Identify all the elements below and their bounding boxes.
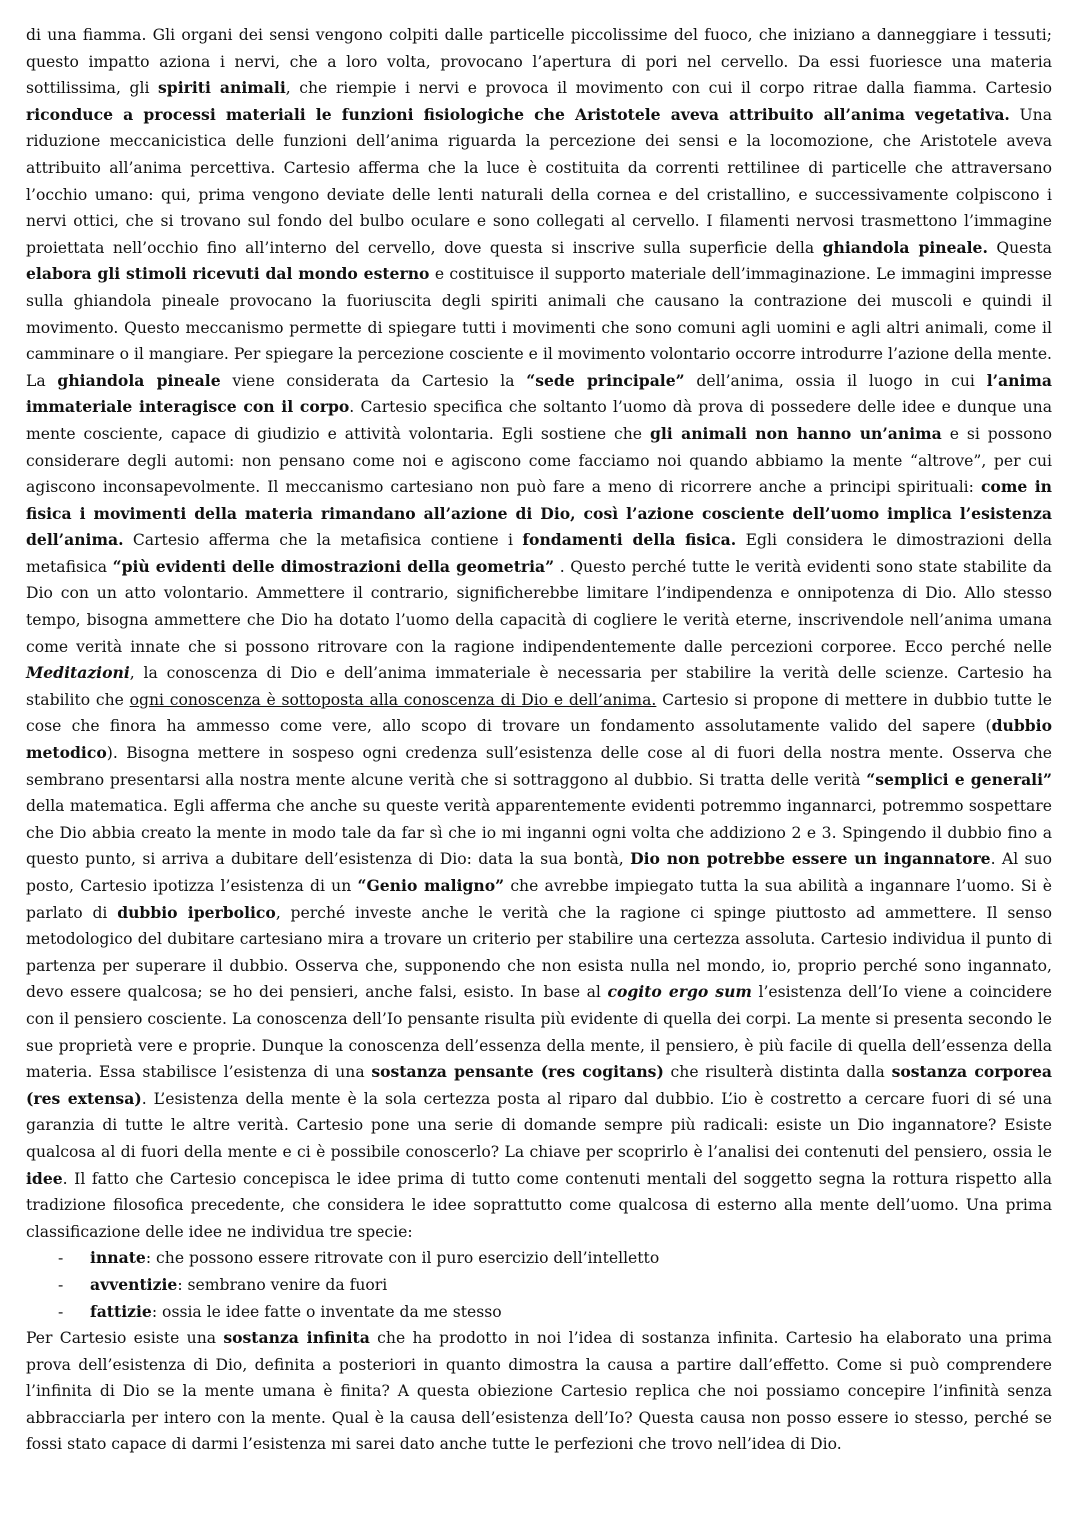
emphasis-text: cogito ergo sum bbox=[607, 982, 752, 1002]
text-run: Per Cartesio esiste una bbox=[26, 1329, 224, 1348]
emphasis-text: spiriti animali bbox=[158, 78, 286, 98]
emphasis-text: riconduce a processi materiali le funzioni fisiologiche che Aristotele aveva attribuito all’anima vegetativa. bbox=[26, 104, 1010, 124]
emphasis-text: ghiandola pineale. bbox=[822, 237, 988, 257]
emphasis-text: sostanza infinita bbox=[223, 1328, 370, 1348]
text-run: Cartesio afferma che la metafisica contiene i bbox=[123, 531, 523, 550]
text-run: l’esistenza dell’Io viene a coincidere con il pensiero cosciente. La conoscenza dell’Io pensante risulta più evidente di quella dei corpi. La mente si presenta secondo le sue proprietà vere e proprie. Dunque la conoscenza dell’essenza della mente, il pensiero, è più facile di quella dell’essenza della materia. Essa stabilisce l’esistenza di una bbox=[26, 983, 1052, 1082]
idea-types-list bbox=[26, 1245, 1052, 1325]
text-run: che risulterà distinta dalla bbox=[663, 1063, 892, 1082]
list-dash: - bbox=[58, 1275, 64, 1294]
text-run: . L’esistenza della mente è la sola certezza posta al riparo dal dubbio. L’io è costretto a cercare fuori di sé una garanzia di tutte le altre verità. Cartesio pone una serie di domande sempre più radicali: esiste un Dio ingannatore? Esiste qualcosa al di fuori della mente e ci è possibile conoscerlo? La chiave per scoprirlo è l’analisi dei contenuti del pensiero, ossia le bbox=[26, 1089, 1052, 1161]
text-run: della matematica. Egli afferma che anche su queste verità apparentemente evidenti potremmo ingannarci, potremmo sospettare che Dio abbia creato la mente in modo tale da far sì che io mi inganni ogni volta che addiziono 2 e 3. Spingendo il dubbio fino a questo punto, si arriva a dubitare dell’esistenza di Dio: data la sua bontà, bbox=[26, 797, 1052, 869]
emphasis-text: sostanza pensante (res cogitans) bbox=[371, 1062, 664, 1082]
emphasis-text: “più evidenti delle dimostrazioni della geometria” bbox=[112, 556, 555, 576]
emphasis-text: l’anima immateriale interagisce con il corpo bbox=[26, 370, 1053, 417]
list-term: avventizie bbox=[90, 1274, 178, 1294]
text-run: , perché investe anche le verità che la ragione ci spinge piuttosto ad ammettere. Il senso metodologico del dubitare cartesiano mira a trovare un criterio per stabilire una certezza assoluta. Cartesio individua il punto di partenza per superare il dubbio. Osserva che, supponendo che non esista nulla nel mondo, io, proprio perché sono ingannato, devo essere qualcosa; se ho dei pensieri, anche falsi, esisto. In base al bbox=[26, 903, 1052, 1002]
text-run: , la conoscenza di Dio e dell’anima immateriale è necessaria per stabilire la verità delle scienze. Cartesio ha stabilito che bbox=[26, 664, 1052, 709]
text-run: Una riduzione meccanicistica delle funzioni dell’anima riguarda la percezione dei sensi e la locomozione, che Aristotele aveva attribuito all’anima percettiva. Cartesio afferma che la luce è costituita da correnti rettilinee di particelle che attraversano l’occhio umano: qui, prima vengono deviate delle lenti naturali della cornea e del cristallino, e successivamente colpiscono i nervi ottici, che si trovano sul fondo del bulbo oculare e sono collegati al cervello. I filamenti nervosi trasmettono l’immagine proiettata nell’occhio fino all’interno del cervello, dove questa si inscrive sulla superficie della bbox=[26, 105, 1052, 257]
underlined-text: ogni conoscenza è sottoposta alla conoscenza di Dio e dell’anima. bbox=[129, 690, 657, 709]
text-run: . Al suo posto, Cartesio ipotizza l’esistenza di un bbox=[26, 850, 1052, 895]
list-term: innate bbox=[90, 1248, 146, 1268]
list-dash: - bbox=[58, 1249, 64, 1268]
list-desc: : sembrano venire da fuori bbox=[177, 1275, 388, 1294]
list-dash: - bbox=[58, 1302, 64, 1321]
text-run: dell’anima, ossia il luogo in cui bbox=[684, 371, 987, 390]
text-run: Cartesio si propone di mettere in dubbio tutte le cose che finora ha ammesso come vere, allo scopo di trovare un fondamento assolutamente valido del sapere ( bbox=[26, 690, 1052, 736]
text-run: Questa bbox=[987, 238, 1052, 257]
paragraph-infinite-substance bbox=[26, 1325, 1052, 1458]
emphasis-text: “Genio maligno” bbox=[357, 876, 505, 895]
emphasis-text: dubbio metodico bbox=[26, 716, 1052, 763]
text-run: . Questo perché tutte le verità evidenti sono state stabilite da Dio con un atto volontario. Ammettere il contrario, significherebbe limitare l’indipendenza e onnipotenza di Dio. Allo stesso tempo, bisogna ammettere che Dio ha dotato l’uomo della capacità di cogliere le verità eterne, inscrivendole nell’anima umana come verità innate che si possono ritrovare con la ragione indipendentemente dalle percezioni corporee. Ecco perché nelle bbox=[26, 557, 1052, 656]
text-run: . Cartesio specifica che soltanto l’uomo dà prova di possedere delle idee e dunque una mente cosciente, capace di giudizio e attività volontaria. Egli sostiene che bbox=[26, 398, 1052, 443]
list-desc: : ossia le idee fatte o inventate da me stesso bbox=[151, 1302, 502, 1321]
emphasis-text: fondamenti della fisica. bbox=[522, 530, 737, 550]
emphasis-text: come in fisica i movimenti della materia rimandano all’azione di Dio, così l’azione cosciente dell’uomo implica l’esistenza dell’anima. bbox=[26, 477, 1052, 550]
text-run: di una fiamma. Gli organi dei sensi vengono colpiti dalle particelle piccolissime del fuoco, che iniziano a danneggiare i tessuti; questo impatto aziona i nervi, che a loro volta, provocano l’apertura di pori nel cervello. Da essi fuoriesce una materia sottilissima, gli bbox=[26, 26, 1052, 98]
emphasis-text: Meditazioni bbox=[26, 663, 130, 683]
emphasis-text: dubbio iperbolico bbox=[117, 902, 276, 922]
emphasis-text: idee bbox=[26, 1168, 63, 1188]
list-desc: : che possono essere ritrovate con il puro esercizio dell’intelletto bbox=[145, 1249, 660, 1268]
emphasis-text: sostanza corporea (res extensa) bbox=[26, 1062, 1052, 1108]
emphasis-text: “semplici e generali” bbox=[866, 769, 1052, 789]
text-run: ). Bisogna mettere in sospeso ogni credenza sull’esistenza delle cose al di fuori della nostra mente. Osserva che sembrano presentarsi alla nostra mente alcune verità che si sottraggono al dubbio. Si tratta delle verità bbox=[26, 744, 1052, 789]
emphasis-text: Dio non potrebbe essere un ingannatore bbox=[630, 849, 991, 869]
text-run: . Il fatto che Cartesio concepisca le idee prima di tutto come contenuti mentali del soggetto segna la rottura rispetto alla tradizione filosofica precedente, che considera le idee soprattutto come qualcosa di esterno alla mente dell’uomo. Una prima classificazione delle idee ne individua tre specie: bbox=[26, 1169, 1052, 1241]
emphasis-text: gli animali non hanno un’anima bbox=[649, 423, 942, 443]
text-run: e si possono considerare degli automi: non pensano come noi e agiscono come facciamo noi quando abbiamo la mente “altrove”, per cui agiscono inconsapevolmente. Il meccanismo cartesiano non può fare a meno di ricorrere anche a principi spirituali: bbox=[26, 424, 1052, 497]
list-item bbox=[26, 1272, 1052, 1299]
text-run: che avrebbe impiegato tutta la sua abilità a ingannare l’uomo. Si è parlato di bbox=[26, 877, 1052, 922]
text-run: che ha prodotto in noi l’idea di sostanza infinita. Cartesio ha elaborato una prima prova dell’esistenza di Dio, definita a posteriori in quanto dimostra la causa a partire dall’effetto. Come si può comprendere l’infinita di Dio se la mente umana è finita? A questa obiezione Cartesio replica che noi possiamo concepire l’infinità senza abbracciarla per intero con la mente. Qual è la causa dell’esistenza dell’Io? Questa causa non posso essere io stesso, perché se fossi stato capace di darmi l’esistenza mi sarei dato anche tutte le perfezioni che trovo nell’idea di Dio. bbox=[26, 1329, 1052, 1454]
list-term: fattizie bbox=[90, 1301, 152, 1321]
list-item bbox=[26, 1299, 1052, 1326]
emphasis-text: ghiandola pineale bbox=[57, 370, 221, 390]
paragraph-descartes-mechanism bbox=[26, 22, 1052, 1245]
list-item bbox=[26, 1245, 1052, 1272]
text-run: e costituisce il supporto materiale dell’immaginazione. Le immagini impresse sulla ghiandola pineale provocano la fuoriuscita degli spiriti animali che causano la contrazione dei muscoli e quindi il movimento. Questo meccanismo permette di spiegare tutti i movimenti che sono comuni agli uomini e agli altri animali, come il camminare o il mangiare. Per spiegare la percezione cosciente e il movimento volontario occorre introdurre l’azione della mente. La bbox=[26, 265, 1052, 390]
emphasis-text: “sede principale” bbox=[526, 370, 685, 390]
text-run: , che riempie i nervi e provoca il movimento con cui il corpo ritrae dalla fiamma. Cartesio bbox=[285, 79, 1053, 98]
emphasis-text: elabora gli stimoli ricevuti dal mondo esterno bbox=[26, 264, 430, 284]
text-run: viene considerata da Cartesio la bbox=[220, 371, 527, 390]
text-run: Egli considera le dimostrazioni della metafisica bbox=[26, 531, 1052, 576]
